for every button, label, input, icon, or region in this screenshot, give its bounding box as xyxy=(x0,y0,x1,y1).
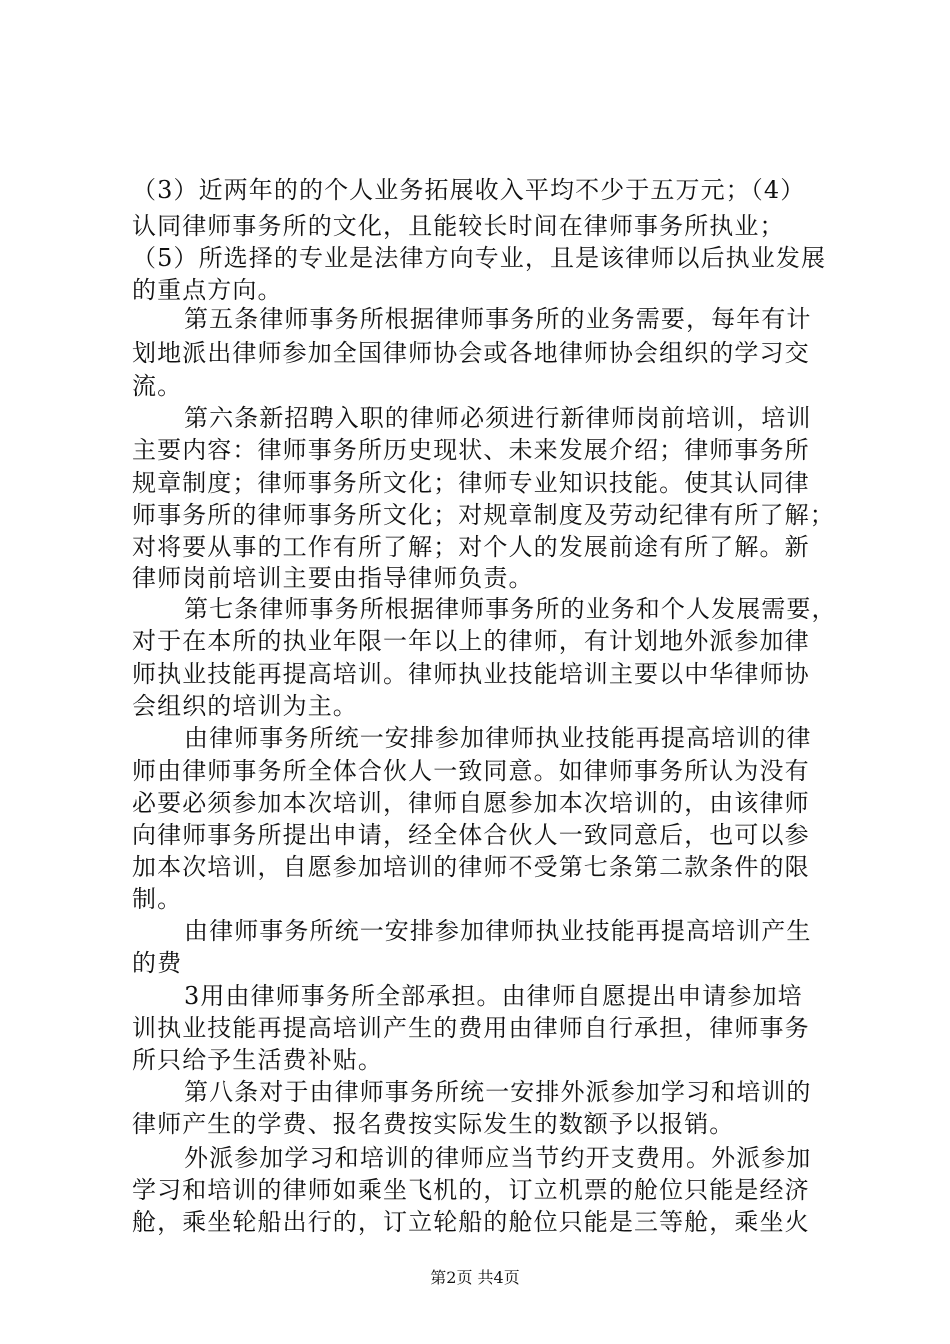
text-line: 的费 xyxy=(132,949,183,977)
text-line: 由律师事务所统一安排参加律师执业技能再提高培训的律 xyxy=(184,724,812,752)
text-line: 律师产生的学费、报名费按实际发生的数额予以报销。 xyxy=(132,1110,735,1138)
text-line: 学习和培训的律师如乘坐飞机的，订立机票的舱位只能是经济 xyxy=(132,1176,810,1204)
text-line: 制。 xyxy=(132,885,183,913)
text-line: 舱，乘坐轮船出行的，订立轮船的舱位只能是三等舱，乘坐火 xyxy=(132,1208,810,1236)
text-line: 师执业技能再提高培训。律师执业技能培训主要以中华律师协 xyxy=(132,660,810,688)
text-line: 第五条律师事务所根据律师事务所的业务需要，每年有计 xyxy=(184,305,812,333)
text-line: 由律师事务所统一安排参加律师执业技能再提高培训产生 xyxy=(184,917,812,945)
text-line: 必要必须参加本次培训，律师自愿参加本次培训的，由该律师 xyxy=(132,789,810,817)
text-line: （3）近两年的的个人业务拓展收入平均不少于五万元；（4） xyxy=(132,176,806,204)
document-body xyxy=(132,170,837,1236)
text-line: 向律师事务所提出申请，经全体合伙人一致同意后，也可以参 xyxy=(132,821,810,849)
text-line: 主要内容：律师事务所历史现状、未来发展介绍；律师事务所 xyxy=(132,436,810,464)
text-line: 对于在本所的执业年限一年以上的律师，有计划地外派参加律 xyxy=(132,627,810,655)
text-line: 流。 xyxy=(132,372,183,400)
text-line: 认同律师事务所的文化，且能较长时间在律师事务所执业； xyxy=(132,212,785,240)
text-line: 第七条律师事务所根据律师事务所的业务和个人发展需要， xyxy=(184,595,837,623)
text-line: 师事务所的律师事务所文化；对规章制度及劳动纪律有所了解； xyxy=(132,501,835,529)
text-line: 3用由律师事务所全部承担。由律师自愿提出申请参加培 xyxy=(184,982,803,1010)
text-line: 第八条对于由律师事务所统一安排外派参加学习和培训的 xyxy=(184,1078,812,1106)
text-line: 外派参加学习和培训的律师应当节约开支费用。外派参加 xyxy=(184,1144,812,1172)
text-line: 第六条新招聘入职的律师必须进行新律师岗前培训，培训 xyxy=(184,404,812,432)
text-line: 训执业技能再提高培训产生的费用由律师自行承担，律师事务 xyxy=(132,1014,810,1042)
text-line: 的重点方向。 xyxy=(132,276,283,304)
text-line: 规章制度；律师事务所文化；律师专业知识技能。使其认同律 xyxy=(132,469,810,497)
text-line: 划地派出律师参加全国律师协会或各地律师协会组织的学习交 xyxy=(132,339,810,367)
text-line: 对将要从事的工作有所了解；对个人的发展前途有所了解。新 xyxy=(132,533,810,561)
text-line: 所只给予生活费补贴。 xyxy=(132,1046,383,1074)
text-line: 会组织的培训为主。 xyxy=(132,692,358,720)
text-line: 加本次培训，自愿参加培训的律师不受第七条第二款条件的限 xyxy=(132,853,810,881)
text-line: 师由律师事务所全体合伙人一致同意。如律师事务所认为没有 xyxy=(132,757,810,785)
text-line: 律师岗前培训主要由指导律师负责。 xyxy=(132,564,534,592)
page-number-footer: 第2页 共4页 xyxy=(430,1268,520,1287)
text-line: （5）所选择的专业是法律方向专业，且是该律师以后执业发展 xyxy=(132,244,827,272)
